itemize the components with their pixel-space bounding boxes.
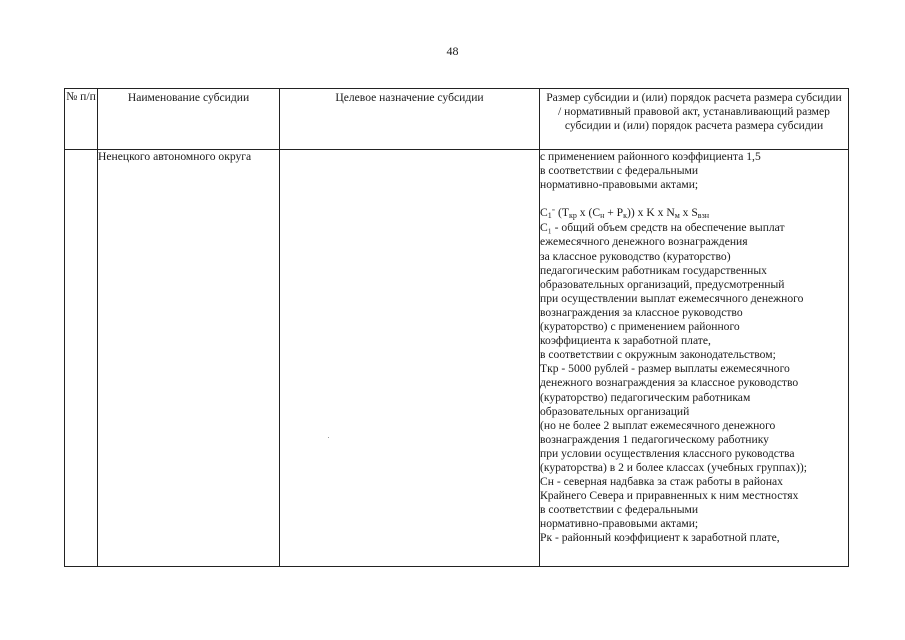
formula-n-sub: м [674, 211, 680, 221]
size-text-line: (кураторства) в 2 и более классах (учебных группах)); [540, 460, 807, 474]
size-text-line: в соответствии с федеральными [540, 164, 699, 178]
table-header-row [65, 89, 849, 150]
size-text-line: нормативно-правовыми актами; [540, 517, 699, 531]
size-text-line: денежного вознаграждения за классное руководство [540, 376, 799, 390]
size-text-line: C₁ - общий объем средств на обеспечение выплат [540, 221, 785, 235]
size-text-line: Cн - северная надбавка за стаж работы в районах [540, 475, 783, 489]
size-text-line: в соответствии с окружным законодательством; [540, 348, 776, 362]
formula-equals: = [551, 208, 556, 215]
size-text-line: (но не более 2 выплат ежемесячного денежного [540, 418, 776, 432]
header-purpose: Целевое назначение субсидии [280, 89, 540, 150]
formula-part-1: x (C [576, 206, 601, 220]
formula-cn-sub: н [600, 211, 605, 221]
table-row [65, 150, 849, 567]
row-subsidy-name: Ненецкого автономного округа [98, 150, 280, 567]
formula-pk-sub: к [623, 211, 628, 221]
size-text-line: Pк - районный коэффициент к заработной плате, [540, 531, 780, 545]
formula-s-sub: взн [697, 211, 710, 221]
blank-line [540, 192, 848, 206]
formula-lhs-sub: 1 [547, 211, 552, 221]
size-text-line: (кураторство) с применением районного [540, 320, 740, 334]
size-text-line: вознаграждения 1 педагогическому работнику [540, 432, 769, 446]
page-number: 48 [446, 44, 459, 58]
header-subsidy-name: Наименование субсидии [98, 89, 280, 150]
size-text-line: нормативно-правовыми актами; [540, 178, 699, 192]
formula: $C_1^=$ ($T_{кр}$ x $(C_н + P_к)$) x K x $N_м$ x $S_{взн}$ [540, 206, 710, 221]
row-subsidy-size [540, 150, 849, 567]
formula-lhs: C [540, 206, 548, 220]
size-text-line: Крайнего Севера и приравненных к ним местностях [540, 489, 799, 503]
size-text-line: (кураторство) педагогическим работникам [540, 390, 751, 404]
size-text-line: образовательных организаций, предусмотренный [540, 277, 785, 291]
size-text-line: Tкр - 5000 рублей - размер выплаты ежемесячного [540, 362, 790, 376]
formula-t: T [561, 206, 569, 220]
formula-t-sub: кр [568, 211, 577, 221]
size-text-line: ежемесячного денежного вознаграждения [540, 235, 748, 249]
row-purpose-cell [280, 150, 540, 567]
size-text-line: педагогическим работникам государственных [540, 263, 767, 277]
size-text-line: образовательных организаций [540, 404, 690, 418]
size-text-line: вознаграждения за классное руководство [540, 305, 743, 319]
row-number-cell [65, 150, 98, 567]
formula-part-3: x S [679, 206, 698, 220]
size-text-line: при осуществлении выплат ежемесячного денежного [540, 291, 804, 305]
size-text-before-formula [540, 150, 848, 192]
header-number: № п/п [65, 89, 98, 150]
size-text-after-formula [540, 221, 848, 545]
scan-speck [328, 437, 329, 438]
subsidy-table [64, 88, 849, 567]
size-text-line: в соответствии с федеральными [540, 503, 699, 517]
header-subsidy-size: Размер субсидии и (или) порядок расчета размера субсидии / нормативный правовой акт, устанавливающий размер субсидии и (или) порядок расчета размера субсидии [540, 89, 849, 150]
formula-part-2: )) x K x N [627, 206, 675, 220]
size-text-line: коэффициента к заработной плате, [540, 334, 711, 348]
size-text-line: при условии осуществления классного руководства [540, 446, 795, 460]
size-text-line: с применением районного коэффициента 1,5 [540, 150, 761, 163]
formula-plus: + P [604, 206, 624, 220]
size-text-line: за классное руководство (кураторство) [540, 249, 731, 263]
